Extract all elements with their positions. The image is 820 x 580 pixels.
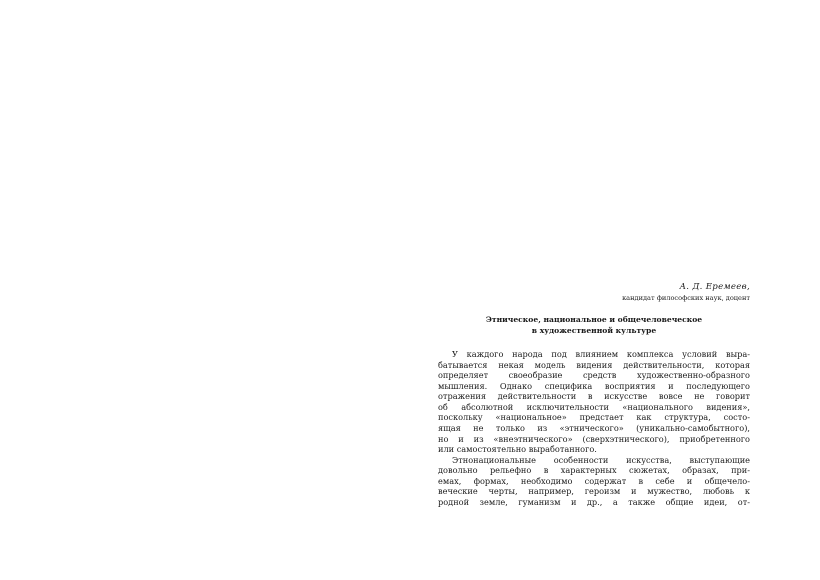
body-line: но и из «внеэтнического» (сверхэтнического), приобретенного [438,433,750,444]
body-line: отражения действительности в искусстве вовсе не говорит [438,391,750,402]
body-line: ящая не только из «этнического» (уникально-самобытного), [438,423,750,434]
body-line: поскольку «национальное» предстает как структура, состо- [438,412,750,423]
text-column [438,282,750,507]
body-line: довольно рельефно в характерных сюжетах, образах, при- [438,465,750,476]
article-heading [438,315,750,336]
body-line: Этнонациональные особенности искусства, выступающие [452,454,750,465]
body-line: определяет своеобразие средств художественно-образного [438,370,750,381]
body-line: мышления. Однако специфика восприятия и последующего [438,380,750,391]
body-line: емах, формах, необходимо содержат в себе и общечело- [438,475,750,486]
body-line: батывается некая модель видения действительности, которая [438,359,750,370]
article-body [438,349,750,507]
author-title: кандидат философских наук, доцент [622,294,750,302]
heading-line: в художественной культуре [531,325,657,335]
body-line: У каждого народа под влиянием комплекса условий выра- [452,349,750,360]
body-line: родной земле, гуманизм и др., а также общие идеи, от- [438,496,750,507]
body-line: об абсолютной исключительности «национального видения», [438,401,750,412]
heading-line: Этническое, национальное и общечеловеческое [485,315,703,324]
body-line: или самостоятельно выработанного. [438,444,597,455]
body-line: веческие черты, например, героизм и мужество, любовь к [438,486,750,497]
author-name: А. Д. Еремеев, [679,282,750,292]
